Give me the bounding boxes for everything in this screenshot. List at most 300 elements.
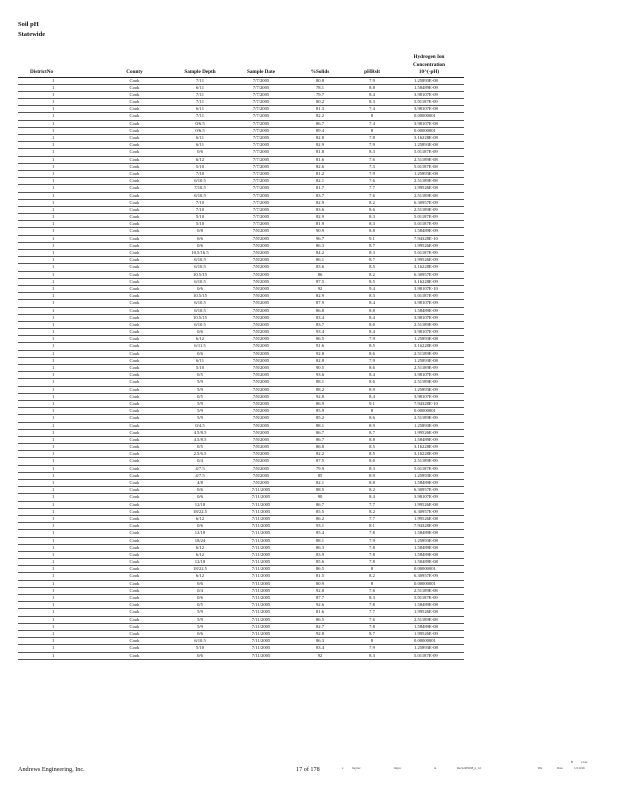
table-row bbox=[18, 451, 464, 458]
table-cell: 6/10.5 bbox=[194, 638, 206, 644]
table-cell: 86.7 bbox=[315, 429, 325, 435]
table-cell: 8.6 bbox=[369, 350, 375, 356]
table-cell: Cook bbox=[129, 192, 140, 198]
table-cell: Cook bbox=[129, 472, 140, 478]
table-cell: 1 bbox=[52, 472, 55, 478]
table-cell: 7/8/2005 bbox=[252, 329, 270, 335]
table-cell: 5/9 bbox=[197, 400, 203, 406]
table-cell: 1.58489E-08 bbox=[414, 544, 438, 550]
table-cell: 5.01187E-09 bbox=[414, 250, 438, 255]
table-cell: 93.6 bbox=[315, 372, 325, 378]
table-cell: 1 bbox=[52, 113, 55, 119]
table-cell: 7/8/2005 bbox=[252, 386, 270, 392]
table-cell: 7/11/2005 bbox=[251, 630, 271, 636]
table-row bbox=[18, 566, 464, 573]
table-cell: Cook bbox=[129, 185, 140, 191]
table-cell: 0/4 bbox=[197, 458, 203, 464]
table-cell: 7.8 bbox=[369, 551, 375, 557]
table-cell: 1 bbox=[52, 242, 55, 248]
table-cell: 2.51189E-08 bbox=[414, 178, 438, 184]
table-cell: Cook bbox=[129, 300, 140, 306]
table-row bbox=[18, 106, 464, 113]
table-cell: 7/8/2005 bbox=[252, 422, 270, 428]
table-cell: Cook bbox=[129, 329, 140, 335]
table-cell: 2.51189E-09 bbox=[414, 206, 438, 212]
table-cell: 1.25893E-08 bbox=[414, 77, 438, 83]
table-cell: 1 bbox=[52, 587, 55, 593]
table-cell: 7/7/2005 bbox=[252, 163, 270, 169]
footer-small-6: Dle bbox=[538, 766, 543, 770]
table-cell: 0/6 bbox=[197, 285, 203, 291]
table-cell: 7/8/2005 bbox=[252, 300, 270, 306]
table-cell: 7.7 bbox=[369, 515, 375, 521]
table-cell: 1 bbox=[52, 458, 55, 464]
table-cell: 1 bbox=[52, 214, 55, 220]
table-cell: 1 bbox=[52, 336, 55, 342]
header-depth: Sample Depth bbox=[184, 69, 216, 75]
table-cell: 7.9 bbox=[369, 336, 375, 342]
table-cell: 1 bbox=[52, 609, 55, 615]
table-cell: 82.7 bbox=[315, 623, 325, 629]
table-row bbox=[18, 595, 464, 602]
table-row bbox=[18, 214, 464, 221]
table-cell: 7/7/2005 bbox=[252, 84, 270, 90]
table-cell: Cook bbox=[129, 221, 140, 227]
table-cell: 5/9 bbox=[197, 386, 203, 392]
table-cell: Cook bbox=[129, 451, 140, 457]
table-cell: 7/7/2005 bbox=[252, 178, 270, 184]
table-cell: 7/11/2005 bbox=[251, 501, 271, 507]
table-cell: 1 bbox=[52, 580, 55, 586]
table-cell: 1 bbox=[52, 508, 55, 514]
table-cell: 8 bbox=[370, 127, 374, 133]
table-cell: 1 bbox=[52, 559, 55, 565]
table-row bbox=[18, 487, 464, 494]
table-cell: 7/8/2005 bbox=[252, 429, 270, 435]
table-body bbox=[18, 77, 464, 659]
table-cell: 3.98107E-08 bbox=[414, 106, 438, 112]
table-cell: 0/6 bbox=[197, 580, 203, 586]
table-row bbox=[18, 400, 464, 407]
table-cell: 1 bbox=[52, 135, 55, 140]
table-cell: Cook bbox=[129, 228, 140, 234]
table-cell: 8.2 bbox=[369, 271, 375, 277]
table-cell: 7/8/2005 bbox=[252, 278, 270, 284]
table-row bbox=[18, 300, 464, 307]
table-cell: 10.5/16.5 bbox=[191, 250, 209, 255]
table-cell: 7.7 bbox=[369, 501, 375, 507]
table-row bbox=[18, 206, 464, 213]
table-cell: 7/8/2005 bbox=[252, 372, 270, 378]
table-cell: 18/24 bbox=[194, 537, 206, 543]
table-cell: 0/6 bbox=[197, 652, 203, 658]
table-cell: Cook bbox=[129, 99, 140, 105]
table-cell: 1 bbox=[52, 372, 55, 378]
table-cell: 1 bbox=[52, 429, 55, 435]
table-row bbox=[18, 170, 464, 177]
table-cell: 1 bbox=[52, 638, 55, 644]
table-row bbox=[18, 444, 464, 451]
table-cell: 7/8/2005 bbox=[252, 285, 270, 291]
table-row bbox=[18, 142, 464, 149]
table-cell: 4/8 bbox=[197, 480, 203, 485]
table-cell: 7/8/2005 bbox=[252, 436, 270, 442]
header-hconc-line2: Concentration bbox=[413, 61, 445, 68]
table-cell: 8.6 bbox=[369, 206, 375, 212]
table-cell: 90 bbox=[317, 494, 323, 500]
table-cell: 91.6 bbox=[315, 343, 325, 349]
table-cell: Cook bbox=[129, 523, 140, 529]
table-row bbox=[18, 480, 464, 487]
table-cell: 1 bbox=[52, 106, 55, 112]
table-cell: 2.51189E-09 bbox=[414, 321, 438, 327]
table-row bbox=[18, 630, 464, 637]
table-row bbox=[18, 199, 464, 206]
table-row bbox=[18, 393, 464, 400]
table-cell: 93.1 bbox=[315, 523, 325, 529]
table-cell: Cook bbox=[129, 602, 140, 608]
table-cell: 0/6 bbox=[197, 523, 203, 529]
table-cell: 8.7 bbox=[369, 242, 375, 248]
table-row bbox=[18, 537, 464, 544]
table-cell: 1 bbox=[52, 415, 55, 421]
table-cell: 86.9 bbox=[315, 400, 325, 406]
table-cell: 1 bbox=[52, 422, 55, 428]
table-cell: 7/11/2005 bbox=[251, 566, 271, 572]
table-row bbox=[18, 235, 464, 242]
table-cell: Cook bbox=[129, 444, 140, 450]
table-cell: 3.98107E-09 bbox=[414, 494, 438, 500]
table-cell: 5/9 bbox=[197, 415, 203, 421]
table-cell: 8.6 bbox=[369, 365, 375, 370]
table-cell: 86.5 bbox=[315, 336, 325, 342]
footer-small-3: lntyec bbox=[394, 766, 402, 770]
table-cell: 1 bbox=[52, 163, 55, 169]
table-cell: 10.5/15 bbox=[193, 314, 207, 320]
table-cell: 7.6 bbox=[369, 616, 375, 622]
table-cell: 3.98107E-09 bbox=[414, 314, 438, 320]
table-cell: Cook bbox=[129, 170, 140, 176]
table-cell: 83.4 bbox=[315, 314, 325, 320]
table-cell: 0.00000001 bbox=[414, 566, 436, 572]
table-cell: Cook bbox=[129, 106, 140, 112]
table-cell: 18/22.5 bbox=[193, 566, 207, 572]
table-row bbox=[18, 523, 464, 530]
table-cell: 7/11 bbox=[196, 113, 204, 119]
table-cell: Cook bbox=[129, 214, 140, 220]
table-cell: 87.5 bbox=[315, 278, 325, 284]
table-cell: 8.4 bbox=[369, 329, 375, 335]
table-cell: 3.16228E-09 bbox=[414, 264, 438, 270]
table-cell: 3.98107E-09 bbox=[414, 329, 438, 335]
table-cell: 7/10.5 bbox=[194, 185, 206, 191]
table-cell: 7.7 bbox=[369, 185, 375, 191]
table-cell: 6/10.5 bbox=[194, 307, 206, 313]
table-cell: 8.7 bbox=[369, 429, 375, 435]
table-cell: 12/18 bbox=[194, 559, 206, 565]
table-cell: 2.51189E-08 bbox=[414, 156, 438, 162]
header-hconc-line1: Hydrogen Ion bbox=[413, 54, 445, 60]
table-cell: 1 bbox=[52, 300, 55, 306]
table-cell: 1 bbox=[52, 444, 55, 450]
table-cell: 86.1 bbox=[315, 257, 325, 263]
table-cell: 1 bbox=[52, 436, 55, 442]
table-cell: 5/9 bbox=[197, 408, 203, 414]
table-row bbox=[18, 515, 464, 522]
table-row bbox=[18, 422, 464, 429]
table-row bbox=[18, 609, 464, 616]
table-cell: 85.4 bbox=[315, 530, 325, 536]
table-cell: 1 bbox=[52, 566, 55, 572]
table-cell: 6/10.5 bbox=[194, 257, 206, 263]
table-cell: 8.2 bbox=[369, 508, 375, 514]
table-cell: 81.9 bbox=[315, 221, 325, 227]
table-cell: 8.4 bbox=[369, 393, 375, 399]
table-cell: 8.3 bbox=[369, 214, 375, 220]
table-cell: 5/9 bbox=[197, 379, 203, 385]
table-cell: 1 bbox=[52, 178, 55, 184]
table-cell: 7.9 bbox=[369, 77, 375, 83]
table-cell: 92 bbox=[317, 652, 323, 658]
table-cell: 7/8/2005 bbox=[252, 480, 270, 485]
table-cell: 7/8/2005 bbox=[252, 271, 270, 277]
table-cell: 7/8/2005 bbox=[252, 250, 270, 255]
table-cell: 7/11/2005 bbox=[251, 595, 271, 600]
table-cell: 7/8/2005 bbox=[252, 451, 270, 457]
header-date: Sample Date bbox=[246, 69, 276, 75]
table-cell: Cook bbox=[129, 142, 140, 148]
table-cell: 92 bbox=[317, 285, 323, 291]
table-cell: 86.3 bbox=[315, 638, 325, 644]
table-cell: Cook bbox=[129, 530, 140, 536]
table-cell: 79.7 bbox=[315, 91, 325, 97]
table-cell: Cook bbox=[129, 235, 140, 241]
table-cell: 0/6.5 bbox=[195, 120, 205, 126]
table-cell: Cook bbox=[129, 293, 140, 299]
table-row bbox=[18, 379, 464, 386]
table-cell: 2.51189E-08 bbox=[414, 616, 438, 622]
table-cell: 85.6 bbox=[315, 559, 325, 565]
table-cell: 1.99526E-09 bbox=[414, 242, 438, 248]
table-cell: Cook bbox=[129, 120, 140, 126]
table-cell: 1 bbox=[52, 451, 55, 457]
footer-small-7: Dote bbox=[557, 766, 563, 770]
table-cell: 6/12 bbox=[195, 551, 205, 557]
table-cell: 3.98107E-09 bbox=[414, 300, 438, 306]
table-cell: 89.4 bbox=[315, 127, 325, 133]
table-row bbox=[18, 321, 464, 328]
table-cell: 1 bbox=[52, 400, 55, 406]
table-cell: 0/5 bbox=[197, 444, 203, 450]
table-row bbox=[18, 580, 464, 587]
table-cell: 78.1 bbox=[315, 84, 325, 90]
table-cell: 82.9 bbox=[315, 199, 325, 205]
table-cell: 6/10.5 bbox=[194, 264, 206, 270]
table-cell: Cook bbox=[129, 127, 140, 133]
table-cell: Cook bbox=[129, 135, 140, 140]
table-cell: 1 bbox=[52, 264, 55, 270]
table-row bbox=[18, 113, 464, 120]
table-cell: Cook bbox=[129, 285, 140, 291]
table-cell: 7/11/2005 bbox=[251, 645, 271, 651]
table-cell: Cook bbox=[129, 77, 140, 83]
table-cell: 1 bbox=[52, 616, 55, 622]
table-cell: 0.00000001 bbox=[414, 127, 436, 133]
table-cell: 0/6 bbox=[197, 329, 203, 335]
table-cell: 0/5 bbox=[197, 372, 203, 378]
table-cell: 6/11 bbox=[196, 142, 204, 148]
table-cell: 1.25893E-08 bbox=[414, 336, 438, 342]
table-cell: Cook bbox=[129, 501, 140, 507]
table-cell: Cook bbox=[129, 595, 140, 600]
table-cell: Cook bbox=[129, 178, 140, 184]
table-cell: 7.94328E-09 bbox=[414, 523, 438, 529]
table-cell: Cook bbox=[129, 271, 140, 277]
table-cell: 8.9 bbox=[369, 472, 375, 478]
table-row bbox=[18, 559, 464, 566]
table-cell: 1 bbox=[52, 515, 55, 521]
table-cell: 82.9 bbox=[315, 214, 325, 220]
table-cell: 96.7 bbox=[315, 235, 325, 241]
table-cell: 80.8 bbox=[315, 77, 325, 83]
table-cell: 7/8/2005 bbox=[252, 321, 270, 327]
table-cell: 18/22.5 bbox=[193, 508, 207, 514]
table-cell: 1.25893E-08 bbox=[414, 645, 438, 651]
table-cell: 7/8/2005 bbox=[252, 350, 270, 356]
table-cell: 6/11 bbox=[196, 135, 204, 140]
table-cell: 3.16228E-09 bbox=[414, 451, 438, 457]
table-cell: 8.3 bbox=[369, 595, 375, 600]
table-cell: 7/11/2005 bbox=[251, 523, 271, 529]
table-cell: 0/4.5 bbox=[195, 422, 205, 428]
table-row bbox=[18, 372, 464, 379]
table-cell: Cook bbox=[129, 544, 140, 550]
table-cell: 7/8/2005 bbox=[252, 314, 270, 320]
table-cell: 7/11/2005 bbox=[251, 487, 271, 493]
table-cell: 7/7/2005 bbox=[252, 149, 270, 155]
table-cell: 1 bbox=[52, 228, 55, 234]
table-cell: 80.2 bbox=[315, 99, 325, 105]
table-cell: 0.00000001 bbox=[414, 408, 436, 414]
table-cell: 7.94328E-10 bbox=[414, 400, 438, 406]
table-cell: 7/11/2005 bbox=[251, 580, 271, 586]
table-cell: 8.2 bbox=[369, 573, 375, 579]
table-cell: 1 bbox=[52, 127, 55, 133]
table-row bbox=[18, 91, 464, 98]
table-cell: 83.7 bbox=[315, 192, 325, 198]
table-row bbox=[18, 242, 464, 249]
table-cell: 1.25893E-08 bbox=[414, 537, 438, 543]
table-cell: 7.9 bbox=[369, 170, 375, 176]
footer-small-5: Reclart05008_p_1d bbox=[457, 766, 481, 770]
table-cell: 2.51189E-09 bbox=[414, 350, 438, 356]
table-cell: 86.7 bbox=[315, 120, 325, 126]
table-cell: 7/7/2005 bbox=[252, 214, 270, 220]
table-row bbox=[18, 501, 464, 508]
table-cell: 7/10 bbox=[195, 199, 205, 205]
table-cell: 82.8 bbox=[315, 135, 325, 140]
table-cell: 90.5 bbox=[315, 365, 325, 370]
table-cell: 1 bbox=[52, 156, 55, 162]
table-cell: 1 bbox=[52, 494, 55, 500]
table-cell: 4.5/8.5 bbox=[193, 429, 207, 435]
table-cell: 81.2 bbox=[315, 170, 325, 176]
table-cell: 5/10 bbox=[195, 221, 205, 227]
table-cell: 1 bbox=[52, 250, 55, 255]
table-cell: 88.1 bbox=[315, 422, 325, 428]
table-cell: 7.4 bbox=[369, 106, 375, 112]
table-cell: 83.6 bbox=[315, 206, 325, 212]
table-cell: 8.4 bbox=[369, 300, 375, 306]
table-row bbox=[18, 408, 464, 415]
table-cell: 1 bbox=[52, 602, 55, 608]
table-cell: Cook bbox=[129, 587, 140, 593]
table-cell: 7/8/2005 bbox=[252, 444, 270, 450]
table-cell: 7.6 bbox=[369, 156, 375, 162]
footer-small-9: B bbox=[571, 760, 574, 764]
table-cell: 7.9 bbox=[369, 357, 375, 363]
table-cell: Cook bbox=[129, 458, 140, 464]
table-cell: 7.6 bbox=[369, 587, 375, 593]
table-cell: Cook bbox=[129, 156, 140, 162]
table-cell: 3.98107E-10 bbox=[414, 285, 438, 291]
table-row bbox=[18, 645, 464, 652]
table-cell: 8.4 bbox=[369, 314, 375, 320]
table-cell: 83.7 bbox=[315, 321, 325, 327]
table-cell: 2.51189E-09 bbox=[414, 458, 438, 464]
table-cell: 0/6 bbox=[197, 242, 203, 248]
table-cell: 7/8/2005 bbox=[252, 257, 270, 263]
table-cell: 88.1 bbox=[315, 537, 325, 543]
table-cell: 1.99526E-08 bbox=[414, 185, 438, 191]
table-cell: 7.4 bbox=[369, 120, 375, 126]
table-cell: 81.3 bbox=[315, 106, 325, 112]
table-cell: Cook bbox=[129, 250, 140, 255]
table-cell: 86.8 bbox=[315, 444, 325, 450]
table-cell: Cook bbox=[129, 515, 140, 521]
table-cell: 9.1 bbox=[369, 235, 375, 241]
table-cell: 6.30957E-09 bbox=[414, 508, 438, 514]
table-cell: 7/11 bbox=[196, 99, 204, 105]
table-cell: 7/11 bbox=[196, 77, 204, 83]
table-cell: Cook bbox=[129, 623, 140, 629]
table-cell: 5/10 bbox=[195, 645, 205, 651]
table-cell: 1.99526E-08 bbox=[414, 609, 438, 615]
table-row bbox=[18, 285, 464, 292]
table-cell: 7/8/2005 bbox=[252, 365, 270, 370]
table-cell: 92.8 bbox=[315, 587, 325, 593]
table-cell: 6/10.5 bbox=[194, 300, 206, 306]
table-cell: 7/11/2005 bbox=[251, 544, 271, 550]
footer-page: 17 of 178 bbox=[296, 766, 320, 773]
table-cell: 3.98107E-09 bbox=[414, 372, 438, 378]
table-row bbox=[18, 357, 464, 364]
table-cell: 8.5 bbox=[369, 444, 375, 450]
table-cell: 86.2 bbox=[315, 515, 325, 521]
table-cell: 92.8 bbox=[315, 630, 325, 636]
table-row bbox=[18, 84, 464, 91]
table-cell: 1 bbox=[52, 537, 55, 543]
table-cell: 6/10.5 bbox=[194, 192, 206, 198]
table-cell: 82.8 bbox=[315, 357, 325, 363]
table-cell: 1 bbox=[52, 357, 55, 363]
table-cell: 82.2 bbox=[315, 113, 325, 119]
table-cell: 3.98107E-08 bbox=[414, 120, 438, 126]
table-cell: 2.5/6.5 bbox=[193, 451, 207, 457]
footer-small-1: a bbox=[342, 766, 344, 770]
table-cell: 8.4 bbox=[369, 372, 375, 378]
table-cell: 7/7/2005 bbox=[252, 135, 270, 140]
